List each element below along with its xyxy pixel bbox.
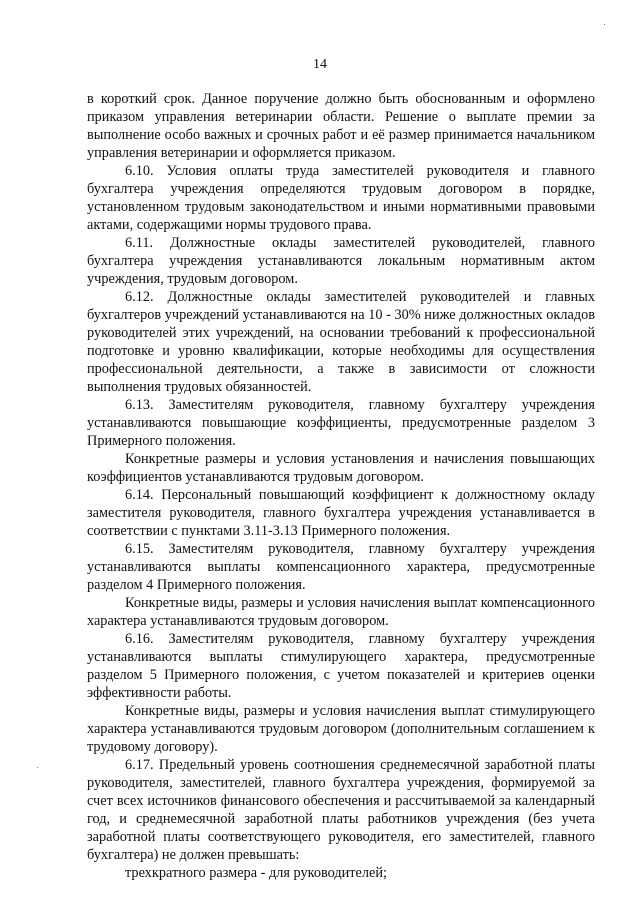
page-number: 14 <box>313 57 327 72</box>
paragraph-6-13-details: Конкретные размеры и условия установления и начисления повышающих коэффициентов устанавливаются трудовым договором. <box>87 451 595 485</box>
paragraph-6-16: 6.16. Заместителям руководителя, главному бухгалтеру учреждения устанавливаются выплаты стимулирующего характера, предусмотренные разделом 5 Примерного положения, с учетом показателей и критериев оценки эффективности работы. <box>87 631 595 701</box>
paragraph-6-15: 6.15. Заместителям руководителя, главному бухгалтеру учреждения устанавливаются выплаты компенсационного характера, предусмотренные разделом 4 Примерного положения. <box>87 541 595 593</box>
paragraph-6-17: 6.17. Предельный уровень соотношения среднемесячной заработной платы руководителя, заместителей, главного бухгалтера учреждения, формируемой за счет всех источников финансового обеспечения и рассчитываемой за календарный год, и среднемесячной заработной платы работников учреждения (без учета заработной платы соответствующего руководителя, его заместителей, главного бухгалтера) не должен превышать: <box>87 757 595 863</box>
paragraph-6-15-details: Конкретные виды, размеры и условия начисления выплат компенсационного характера устанавливаются трудовым договором. <box>87 595 595 629</box>
paragraph-6-13: 6.13. Заместителям руководителя, главному бухгалтеру учреждения устанавливаются повышающие коэффициенты, предусмотренные разделом 3 Примерного положения. <box>87 397 595 449</box>
paragraph-6-14: 6.14. Персональный повышающий коэффициент к должностному окладу заместителя руководителя, главного бухгалтера учреждения устанавливается в соответствии с пунктами 3.11-3.13 Примерного положения. <box>87 487 595 539</box>
paragraph-6-16-details: Конкретные виды, размеры и условия начисления выплат стимулирующего характера устанавливаются трудовым договором (дополнительным соглашением к трудовому договору). <box>87 703 595 755</box>
paragraph-list-item: трехкратного размера - для руководителей; <box>125 865 388 881</box>
document-body <box>87 90 595 882</box>
scan-speck <box>37 767 38 768</box>
paragraph-continuation: в короткий срок. Данное поручение должно быть обоснованным и оформлено приказом управления ветеринарии области. Решение о выплате премии за выполнение особо важных и срочных работ и её размер принимается начальником управления ветеринарии и оформляется приказом. <box>87 91 595 161</box>
paragraph-6-12: 6.12. Должностные оклады заместителей руководителей и главных бухгалтеров учреждений устанавливаются на 10 - 30% ниже должностных окладов руководителей этих учреждений, на основании требований к профессиональной подготовке и уровню квалификации, которые необходимы для осуществления профессиональной деятельности, а также в зависимости от сложности выполнения трудовых обязанностей. <box>87 289 595 395</box>
scan-speck <box>604 24 605 25</box>
paragraph-6-10: 6.10. Условия оплаты труда заместителей руководителя и главного бухгалтера учреждения определяются трудовым договором в порядке, установленном трудовым законодательством и иными нормативными правовыми актами, содержащими нормы трудового права. <box>87 163 595 233</box>
paragraph-6-11: 6.11. Должностные оклады заместителей руководителей, главного бухгалтера учреждения устанавливаются локальным нормативным актом учреждения, трудовым договором. <box>87 235 595 287</box>
